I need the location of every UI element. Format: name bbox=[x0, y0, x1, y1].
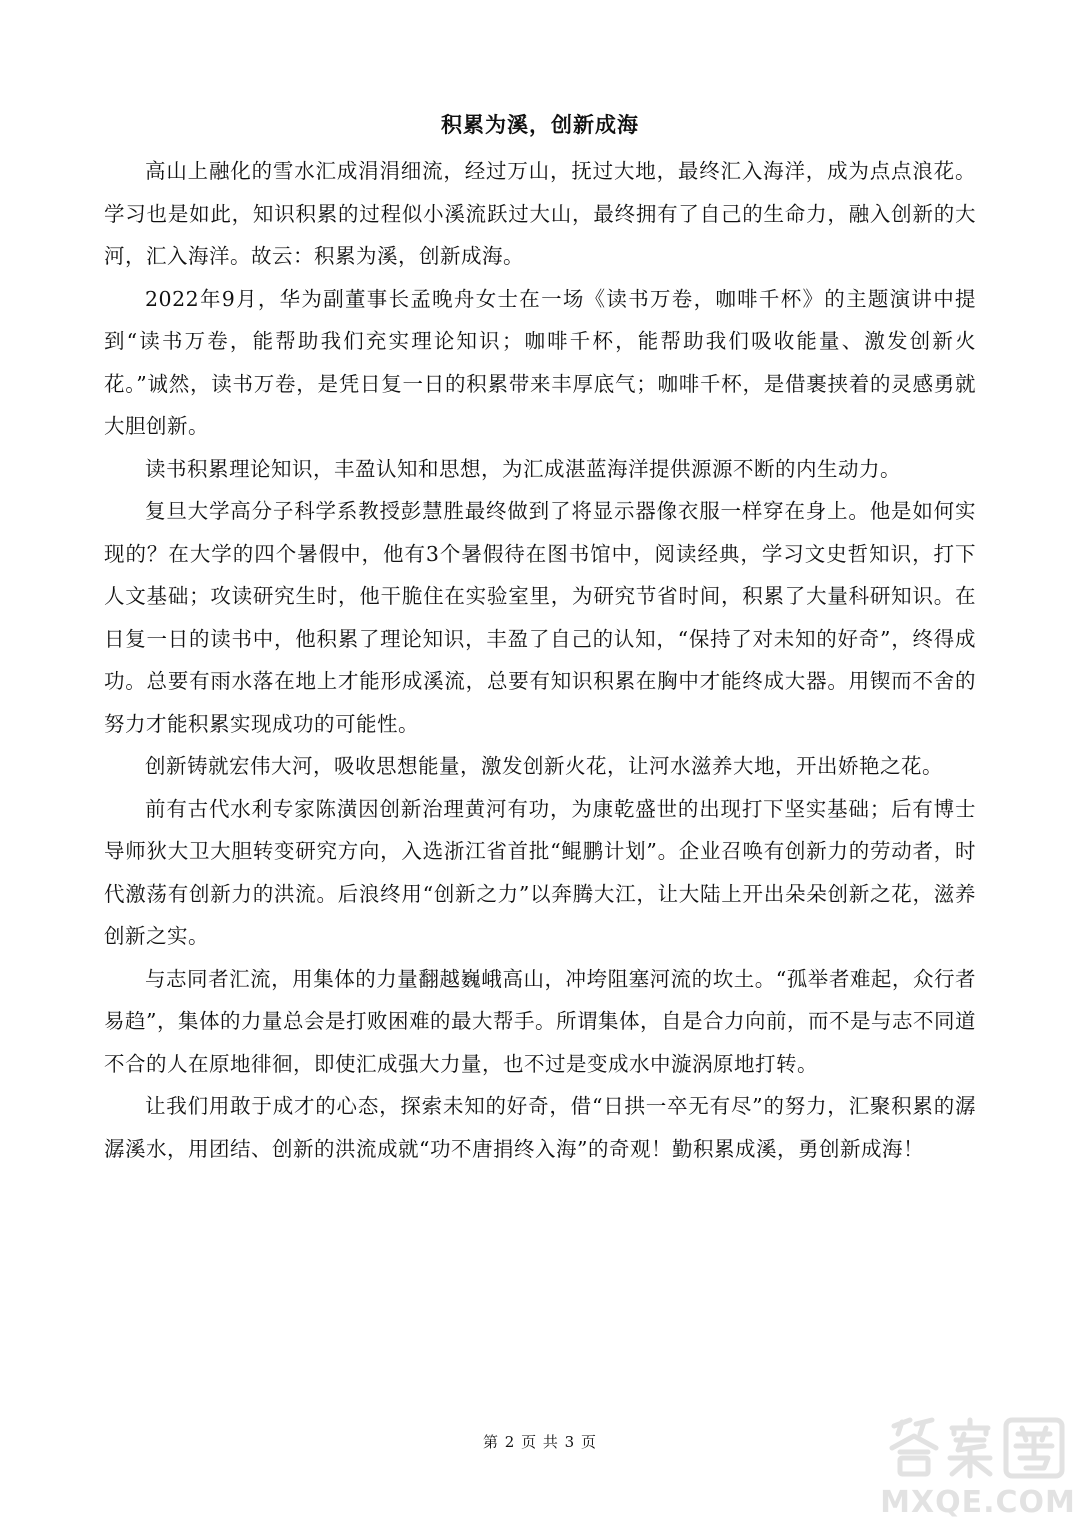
page-number-footer: 第 2 页 共 3 页 bbox=[483, 1433, 597, 1451]
paragraph: 2022年9月，华为副董事长孟晚舟女士在一场《读书万卷，咖啡千杯》的主题演讲中提到“读书万卷，能帮助我们充实理论知识；咖啡千杯，能帮助我们吸收能量、激发创新火花。”诚然，读书万卷，是凭日复一日的积累带来丰厚底气；咖啡千杯，是借裹挟着的灵感勇就大胆创新。 bbox=[104, 286, 976, 438]
paragraph: 创新铸就宏伟大河，吸收思想能量，激发创新火花，让河水滋养大地，开出娇艳之花。 bbox=[145, 754, 943, 778]
essay-title: 积累为溪，创新成海 bbox=[441, 112, 639, 137]
paragraph: 与志同者汇流，用集体的力量翻越巍峨高山，冲垮阻塞河流的坎土。“孤举者难起，众行者易趋”，集体的力量总会是打败困难的最大帮手。所谓集体，自是合力向前，而不是与志不同道不合的人在原地徘徊，即使汇成强大力量，也不过是变成水中漩涡原地打转。 bbox=[104, 966, 976, 1076]
paragraph: 复旦大学高分子科学系教授彭慧胜最终做到了将显示器像衣服一样穿在身上。他是如何实现的？在大学的四个暑假中，他有3个暑假待在图书馆中，阅读经典，学习文史哲知识，打下人文基础；攻读研究生时，他干脆住在实验室里，为研究节省时间，积累了大量科研知识。在日复一日的读书中，他积累了理论知识，丰盈了自己的认知，“保持了对未知的好奇”，终得成功。总要有雨水落在地上才能形成溪流，总要有知识积累在胸中才能终成大器。用锲而不舍的努力才能积累实现成功的可能性。 bbox=[104, 499, 976, 736]
essay-body bbox=[104, 150, 976, 1170]
watermark-logo bbox=[880, 1412, 1076, 1524]
watermark-seal-icon bbox=[880, 1412, 1076, 1482]
paragraph: 高山上融化的雪水汇成涓涓细流，经过万山，抚过大地，最终汇入海洋，成为点点浪花。学习也是如此，知识积累的过程似小溪流跃过大山，最终拥有了自己的生命力，融入创新的大河，汇入海洋。故云：积累为溪，创新成海。 bbox=[104, 159, 976, 268]
paragraph: 读书积累理论知识，丰盈认知和思想，为汇成湛蓝海洋提供源源不断的内生动力。 bbox=[145, 456, 901, 481]
paragraph: 前有古代水利专家陈潢因创新治理黄河有功，为康乾盛世的出现打下坚实基础；后有博士导师狄大卫大胆转变研究方向，入选浙江省首批“鲲鹏计划”。企业召唤有创新力的劳动者，时代激荡有创新力的洪流。后浪终用“创新之力”以奔腾大江，让大陆上开出朵朵创新之花，滋养创新之实。 bbox=[104, 796, 976, 948]
watermark-url: MXQE.COM bbox=[880, 1485, 1076, 1520]
paragraph: 让我们用敢于成才的心态，探索未知的好奇，借“日拱一卒无有尽”的努力，汇聚积累的潺潺溪水，用团结、创新的洪流成就“功不唐捐终入海”的奇观！勤积累成溪，勇创新成海！ bbox=[104, 1094, 976, 1161]
